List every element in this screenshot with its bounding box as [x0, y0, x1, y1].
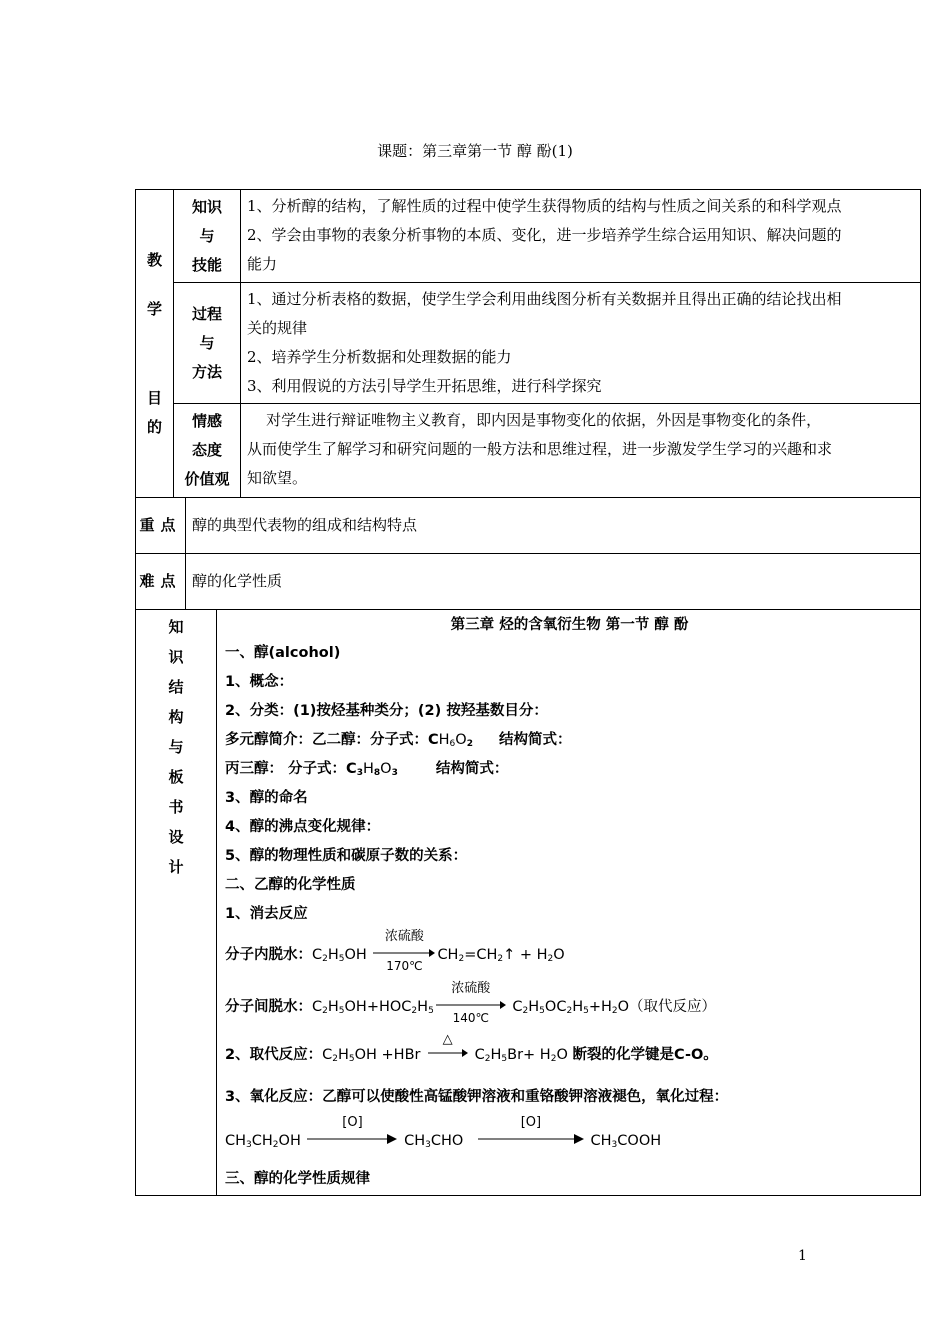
reaction-arrow: [O] [478, 1131, 584, 1151]
intermolecular-dehydration: 分子间脱水：$C_2H_5OH+HOC_2H_5$ 浓硫酸 140℃ $C_2H_5OC_2H_5+H_2O$（取代反应） [225, 981, 717, 1025]
key-point-label: 重点 [136, 498, 186, 554]
lesson-title: 课题：第三章第一节 醇 酚(1) [377, 142, 573, 160]
lesson-plan-table [135, 189, 921, 1196]
physical-line: 5、醇的物理性质和碳原子数的关系： [225, 848, 468, 864]
knowledge-skills-content: 1、分析醇的结构，了解性质的过程中使学生获得物质的结构与性质之间关系的和科学观点 2、学会由事物的表象分析事物的本质、变化，进一步培养学生综合运用知识、解决问题的 能力 [241, 190, 921, 283]
naming-line: 3、醇的命名 [225, 790, 308, 806]
reaction-arrow: [O] [307, 1131, 397, 1151]
intramolecular-dehydration: 分子内脱水：$C_2H_5OH$ 浓硫酸 170℃ $CH_2=CH_2↑ + H_2O$ [225, 929, 565, 973]
reaction-arrow: 浓硫酸 140℃ [436, 997, 506, 1017]
section-1: 一、醇(alcohol) [225, 645, 341, 661]
difficulty-text: 醇的化学性质 [186, 554, 921, 610]
page-number: 1 [798, 1248, 807, 1264]
objectives-label: 教 学 目 的 [136, 190, 174, 498]
difficulty-label: 难点 [136, 554, 186, 610]
process-methods-label: 过程 与 方法 [174, 283, 241, 404]
process-methods-content: 1、通过分析表格的数据，使学生学会利用曲线图分析有关数据并且得出正确的结论找出相 关的规律 2、培养学生分析数据和处理数据的能力 3、利用假说的方法引导学生开拓思维，进行科学探究 [241, 283, 921, 404]
glycerol-line: 丙三醇： 分子式：$C_3H_8O_3$ 结构简式： [225, 761, 509, 778]
elimination-line: 1、消去反应 [225, 906, 308, 922]
knowledge-skills-label: 知识 与 技能 [174, 190, 241, 283]
section-2: 二、乙醇的化学性质 [225, 877, 356, 893]
attitude-values-content: 对学生进行辩证唯物主义教育，即内因是事物变化的依据，外因是事物变化的条件， 从而使学生了解学习和研究问题的一般方法和思维过程，进一步激发学生学习的兴趣和求 知欲望。 [241, 404, 921, 498]
section-3: 三、醇的化学性质规律 [225, 1171, 370, 1187]
board-content [217, 610, 921, 1196]
reaction-arrow: 浓硫酸 170℃ [373, 945, 435, 965]
classify-line: 2、分类：(1)按烃基种类分；(2) 按羟基数目分： [225, 703, 548, 719]
attitude-values-label: 情感 态度 价值观 [174, 404, 241, 498]
boiling-line: 4、醇的沸点变化规律： [225, 819, 381, 835]
oxidation-process: $CH_3CH_2OH$ [O] $CH_3CHO$ [O] $CH_3COOH$ [225, 1115, 662, 1150]
oxidation-line: 3、氧化反应：乙醇可以使酸性高锰酸钾溶液和重铬酸钾溶液褪色，氧化过程： [225, 1089, 729, 1105]
polyol-line: 多元醇简介：乙二醇：分子式：$CH_6O_2$ 结构简式： [225, 732, 572, 749]
board-design-label: 知 识 结 构 与 板 书 设 计 [136, 610, 217, 1196]
board-heading: 第三章 烃的含氧衍生物 第一节 醇 酚 [450, 616, 689, 633]
reaction-arrow: △ [428, 1045, 468, 1065]
concept-line: 1、概念： [225, 674, 294, 690]
key-point-text: 醇的典型代表物的组成和结构特点 [186, 498, 921, 554]
substitution-line: 2、取代反应：$C_2H_5OH +HBr$ △ $C_2H_5Br+ H_2O$ 断裂的化学键是C-O。 [225, 1032, 718, 1064]
